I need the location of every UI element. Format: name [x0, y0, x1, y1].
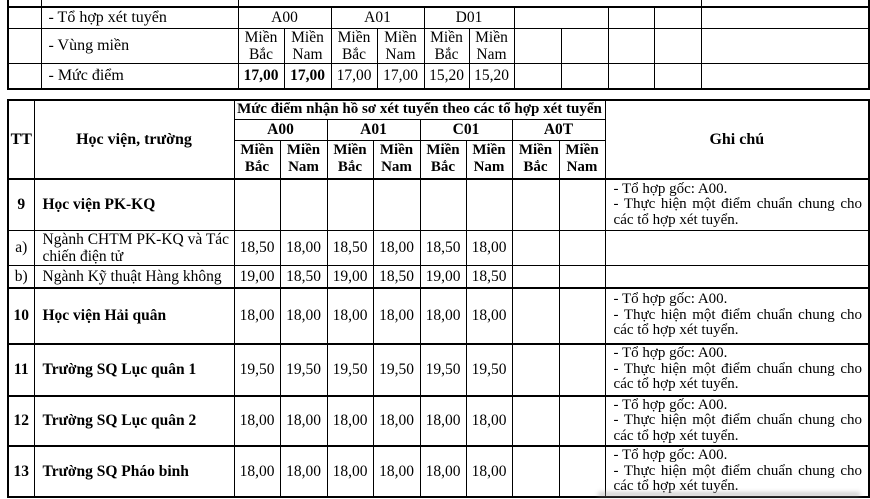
score-cell: 19,00 — [327, 266, 373, 288]
score-cell: 18,50 — [327, 230, 373, 266]
score-cell: 18,00 — [466, 288, 512, 344]
score-cell — [559, 288, 605, 344]
score-cell — [373, 179, 420, 230]
score-cell: 18,50 — [280, 266, 327, 288]
row-tt: a) — [8, 230, 34, 266]
empty-cell — [514, 64, 561, 89]
score-cell: 18,00 — [327, 446, 373, 497]
score-cell: 18,00 — [280, 396, 327, 447]
row-tt: b) — [8, 266, 34, 288]
column-header-school: Học viện, trường — [34, 100, 234, 179]
score-cell: 18,00 — [280, 288, 327, 344]
empty-cell — [701, 7, 869, 28]
empty-cell — [701, 28, 869, 64]
column-header-note: Ghi chú — [605, 100, 869, 179]
score-cell: 18,00 — [234, 288, 280, 344]
score-cell: 18,00 — [466, 396, 512, 447]
region-bac: Miền Bắc — [234, 140, 280, 179]
table-row — [8, 396, 869, 447]
table-row — [8, 179, 869, 230]
combo-a0t: A0T — [512, 119, 605, 140]
empty-cell — [701, 64, 869, 89]
region-row-label: - Vùng miền — [41, 28, 238, 64]
score-cell: 18,00 — [420, 446, 466, 497]
score-cell: 18,00 — [373, 288, 420, 344]
score-cell — [559, 179, 605, 230]
region-nam: Miền Nam — [466, 140, 512, 179]
empty-cell — [608, 7, 654, 28]
score-cell: 18,00 — [327, 288, 373, 344]
region-nam: Miền Nam — [280, 140, 327, 179]
empty-cell — [8, 7, 41, 28]
empty-cell — [8, 64, 41, 89]
score-cell — [512, 344, 559, 396]
clipped-cell — [41, 0, 238, 7]
note-line: - Tổ hợp gốc: A00. — [613, 447, 728, 464]
header-row-span — [8, 100, 869, 119]
score-cell: 15,20 — [424, 64, 469, 89]
note-line: - Tổ hợp gốc: A00. — [613, 396, 728, 413]
score-cell — [559, 344, 605, 396]
combo-a00: A00 — [234, 119, 327, 140]
row-tt: 11 — [8, 344, 34, 396]
score-row-label: - Mức điểm — [41, 64, 238, 89]
row-note — [605, 179, 869, 230]
combo-d01: D01 — [424, 7, 514, 28]
score-cell — [512, 396, 559, 447]
region-bac: Miền Bắc — [512, 140, 559, 179]
score-cell: 19,50 — [234, 344, 280, 396]
score-cell: 19,00 — [234, 266, 280, 288]
score-cell: 18,00 — [420, 396, 466, 447]
score-cell — [420, 179, 466, 230]
row-note — [605, 288, 869, 344]
score-cell — [559, 266, 605, 288]
table-row — [8, 288, 869, 344]
note-line: - Tổ hợp gốc: A00. — [613, 291, 728, 308]
region-nam: Miền Nam — [469, 28, 514, 64]
score-cell: 19,50 — [373, 344, 420, 396]
empty-cell — [514, 28, 561, 64]
column-header-score-span: Mức điểm nhận hồ sơ xét tuyển theo các tổ hợp xét tuyển — [234, 100, 605, 119]
row-school-name: Trường SQ Lục quân 1 — [34, 344, 234, 396]
row-note — [605, 266, 869, 288]
score-cell: 18,00 — [373, 446, 420, 497]
score-cell — [327, 179, 373, 230]
score-cell: 19,50 — [420, 344, 466, 396]
score-cell — [512, 179, 559, 230]
score-cell: 18,00 — [234, 396, 280, 447]
empty-cell — [8, 28, 41, 64]
combo-row-label: - Tổ hợp xét tuyển — [41, 7, 238, 28]
score-cell: 18,00 — [420, 288, 466, 344]
score-cell: 17,00 — [377, 64, 424, 89]
note-line: - Thực hiện một điểm chuẩn chung cho các tổ hợp xét tuyển. — [613, 412, 863, 444]
score-cell: 18,00 — [234, 446, 280, 497]
region-bac: Miền Bắc — [424, 28, 469, 64]
row-school-name: Học viện Hải quân — [34, 288, 234, 344]
row-tt: 13 — [8, 446, 34, 497]
note-line: - Thực hiện một điểm chuẩn chung cho các tổ hợp xét tuyển. — [613, 462, 863, 495]
note-line: - Tổ hợp gốc: A00. — [613, 345, 728, 362]
score-cell: 18,00 — [327, 396, 373, 447]
empty-cell — [561, 28, 608, 64]
row-school-name: Ngành Kỹ thuật Hàng không — [34, 266, 234, 288]
score-cell: 18,00 — [373, 396, 420, 447]
region-row — [8, 28, 869, 64]
score-cell: 18,00 — [280, 230, 327, 266]
combo-a01: A01 — [327, 119, 420, 140]
table-row — [8, 230, 869, 266]
score-cell: 18,50 — [466, 266, 512, 288]
empty-cell — [561, 64, 608, 89]
empty-cell — [654, 7, 701, 28]
score-cell — [559, 396, 605, 447]
combo-c01: C01 — [420, 119, 512, 140]
score-cell: 19,50 — [280, 344, 327, 396]
note-line: - Thực hiện một điểm chuẩn chung cho các tổ hợp xét tuyển. — [613, 360, 863, 393]
combo-row — [8, 7, 869, 28]
combo-a01: A01 — [331, 7, 424, 28]
score-cell — [512, 230, 559, 266]
score-cell: 18,00 — [466, 230, 512, 266]
score-cell: 17,00 — [284, 64, 331, 89]
upper-score-table — [7, 0, 870, 90]
region-nam: Miền Nam — [373, 140, 420, 179]
table-row — [8, 266, 869, 288]
score-cell: 18,00 — [280, 446, 327, 497]
score-cell — [512, 288, 559, 344]
region-nam: Miền Nam — [284, 28, 331, 64]
row-school-name: Học viện PK-KQ — [34, 179, 234, 230]
table-row — [8, 446, 869, 497]
region-bac: Miền Bắc — [420, 140, 466, 179]
table-row — [8, 344, 869, 396]
score-cell: 19,50 — [466, 344, 512, 396]
clipped-row-ink-fragments — [0, 1, 2, 3]
note-line: - Thực hiện một điểm chuẩn chung cho các tổ hợp xét tuyển. — [613, 306, 863, 339]
score-cell: 15,20 — [469, 64, 514, 89]
region-bac: Miền Bắc — [331, 28, 377, 64]
score-cell — [512, 266, 559, 288]
row-school-name: Trường SQ Pháo binh — [34, 446, 234, 497]
score-cell — [559, 230, 605, 266]
row-school-name: Ngành CHTM PK-KQ và Tác chiến điện tử — [34, 230, 234, 266]
score-cell — [466, 179, 512, 230]
clipped-cell — [701, 0, 869, 7]
region-bac: Miền Bắc — [327, 140, 373, 179]
region-nam: Miền Nam — [559, 140, 605, 179]
scan-artifact-smudge — [598, 492, 860, 497]
empty-cell — [608, 28, 654, 64]
clipped-top-row — [8, 0, 869, 7]
row-tt: 9 — [8, 179, 34, 230]
row-note — [605, 446, 869, 497]
row-tt: 10 — [8, 288, 34, 344]
row-note — [605, 344, 869, 396]
score-cell — [234, 179, 280, 230]
note-line: - Tổ hợp gốc: A00. — [613, 180, 728, 197]
clipped-cell — [238, 0, 701, 7]
clipped-cell — [8, 0, 41, 7]
score-cell — [512, 446, 559, 497]
note-line: - Thực hiện một điểm chuẩn chung cho các tổ hợp xét tuyển. — [613, 196, 863, 228]
score-cell: 17,00 — [238, 64, 284, 89]
empty-cell — [514, 7, 608, 28]
region-bac: Miền Bắc — [238, 28, 284, 64]
empty-cell — [608, 64, 654, 89]
combo-a00: A00 — [238, 7, 331, 28]
score-cell: 18,50 — [420, 230, 466, 266]
empty-cell — [654, 64, 701, 89]
score-cell: 18,00 — [466, 446, 512, 497]
score-cell: 18,00 — [373, 230, 420, 266]
score-cell: 18,50 — [234, 230, 280, 266]
row-school-name: Trường SQ Lục quân 2 — [34, 396, 234, 447]
score-cell: 18,50 — [373, 266, 420, 288]
row-note — [605, 396, 869, 447]
score-cell — [280, 179, 327, 230]
main-score-table — [7, 99, 870, 498]
score-row — [8, 64, 869, 89]
column-header-tt: TT — [8, 100, 34, 179]
region-nam: Miền Nam — [377, 28, 424, 64]
row-note — [605, 230, 869, 266]
score-cell: 19,50 — [327, 344, 373, 396]
row-tt: 12 — [8, 396, 34, 447]
empty-cell — [654, 28, 701, 64]
score-cell: 19,00 — [420, 266, 466, 288]
score-cell — [559, 446, 605, 497]
score-cell: 17,00 — [331, 64, 377, 89]
